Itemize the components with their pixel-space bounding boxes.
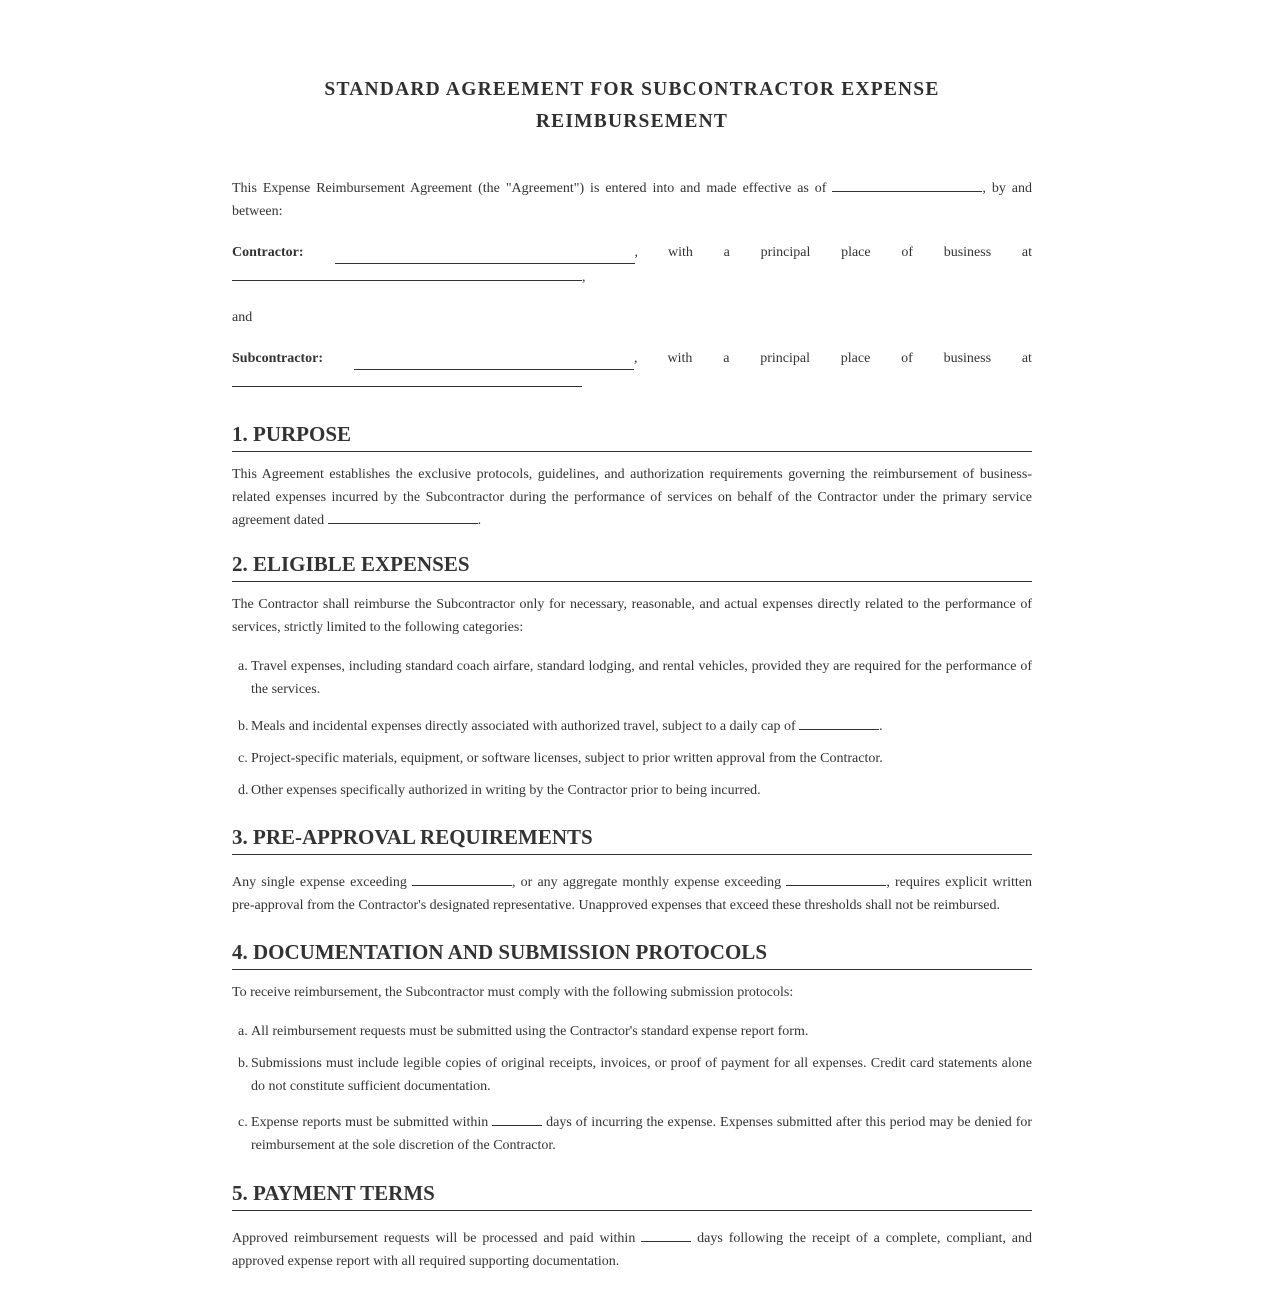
contractor-address-row xyxy=(232,266,1032,289)
service-agreement-date-blank[interactable] xyxy=(328,510,478,524)
pre-approval-paragraph xyxy=(232,871,1032,917)
word: principal xyxy=(760,245,811,260)
eligible-expenses-paragraph: The Contractor shall reimburse the Subcontractor only for necessary, reasonable, and actual expenses directly related to the performance of services, strictly limited to the following categories: xyxy=(232,597,1032,635)
effective-date-blank[interactable] xyxy=(832,178,982,192)
list-item-text: Project-specific materials, equipment, or software licenses, subject to prior written approval from the Contractor. xyxy=(251,751,883,766)
list-marker: c. xyxy=(238,751,248,766)
title-line-2: REIMBURSEMENT xyxy=(535,111,729,132)
agreement-document xyxy=(232,74,1032,1273)
pre-approval-text: , requires explicit written pre-approval from the Contractor's designated representative. Unapproved expenses that exceed these thresholds shall not be reimbursed. xyxy=(232,875,1033,913)
subcontractor-label: Subcontractor: xyxy=(232,351,323,366)
subcontractor-address-row xyxy=(232,372,1032,395)
list-item xyxy=(232,1020,1032,1043)
payment-days-blank[interactable] xyxy=(641,1228,691,1242)
purpose-paragraph xyxy=(232,463,1032,532)
list-item-text: days of incurring the expense. Expenses submitted after this period may be denied for reimbursement at the sole discretion of the Contractor. xyxy=(251,1115,1033,1153)
purpose-text: This Agreement establishes the exclusive protocols, guidelines, and authorization requirements governing the reimbursement of business-related expenses incurred by the Subcontractor during the performance of services on behalf of the Contractor under the primary service agreement dated xyxy=(232,467,1032,528)
contractor-name-blank[interactable] xyxy=(335,250,635,264)
subcontractor-name-blank[interactable] xyxy=(354,356,634,370)
list-item xyxy=(232,715,1032,738)
word: a xyxy=(723,245,730,260)
comma: , xyxy=(582,270,586,285)
subcontractor-row xyxy=(232,347,1032,370)
word: business xyxy=(943,351,992,366)
comma: , xyxy=(634,351,638,366)
word: a xyxy=(723,351,730,366)
section-4-heading: 4. DOCUMENTATION AND SUBMISSION PROTOCOLS xyxy=(232,941,1032,970)
list-item-text: Meals and incidental expenses directly associated with authorized travel, subject to a daily cap of xyxy=(251,719,796,734)
list-item xyxy=(232,1111,1032,1157)
section-3-heading: 3. PRE-APPROVAL REQUIREMENTS xyxy=(232,826,1032,855)
daily-cap-blank[interactable] xyxy=(799,716,879,730)
contractor-address-blank[interactable] xyxy=(232,266,582,281)
list-marker: a. xyxy=(238,1024,248,1039)
subcontractor-address-blank[interactable] xyxy=(232,372,582,387)
list-item xyxy=(232,779,1032,802)
period: . xyxy=(879,719,883,734)
word: place xyxy=(840,351,871,366)
eligible-expenses-list xyxy=(232,655,1032,802)
list-item-text: Other expenses specifically authorized in writing by the Contractor prior to being incurred. xyxy=(251,783,761,798)
list-item xyxy=(232,1052,1032,1098)
intro-text: This Expense Reimbursement Agreement (the "Agreement") is entered into and made effective as of xyxy=(232,181,827,196)
subcontractor-address-words xyxy=(668,347,1033,370)
section-1-heading: 1. PURPOSE xyxy=(232,423,1032,452)
list-marker: c. xyxy=(238,1115,248,1130)
contractor-row xyxy=(232,241,1032,264)
payment-terms-text: Approved reimbursement requests will be processed and paid within xyxy=(232,1231,636,1246)
section-2-heading: 2. ELIGIBLE EXPENSES xyxy=(232,553,1032,582)
document-title xyxy=(232,74,1032,138)
pre-approval-text: Any single expense exceeding xyxy=(232,875,407,890)
single-expense-threshold-blank[interactable] xyxy=(412,872,512,886)
word: of xyxy=(901,245,913,260)
submission-days-blank[interactable] xyxy=(492,1112,542,1126)
word: at xyxy=(1021,351,1032,366)
contractor-address-words xyxy=(668,241,1032,264)
word: of xyxy=(901,351,913,366)
word: business xyxy=(943,245,992,260)
intro-paragraph xyxy=(232,177,1032,223)
word: principal xyxy=(760,351,810,366)
payment-terms-paragraph xyxy=(232,1227,1032,1273)
list-item xyxy=(232,655,1032,701)
period: . xyxy=(477,513,482,528)
submission-intro-paragraph: To receive reimbursement, the Subcontractor must comply with the following submission protocols: xyxy=(232,985,794,1000)
list-marker: a. xyxy=(238,659,248,674)
list-item-text: All reimbursement requests must be submitted using the Contractor's standard expense report form. xyxy=(251,1024,809,1039)
and-text: and xyxy=(232,310,253,325)
section-5-heading: 5. PAYMENT TERMS xyxy=(232,1182,1032,1211)
contractor-label: Contractor: xyxy=(232,245,304,260)
list-marker: d. xyxy=(238,783,249,798)
pre-approval-text: , or any aggregate monthly expense exceeding xyxy=(512,875,782,890)
payment-terms-text: days following the receipt of a complete, compliant, and approved expense report with all required supporting documentation. xyxy=(232,1231,1033,1269)
word: with xyxy=(668,245,693,260)
intro-text-end: , by and between: xyxy=(232,181,1033,219)
list-marker: b. xyxy=(238,719,249,734)
list-item xyxy=(232,747,1032,770)
word: at xyxy=(1021,245,1032,260)
list-item-text: Expense reports must be submitted within xyxy=(251,1115,489,1130)
list-marker: b. xyxy=(238,1056,249,1071)
monthly-expense-threshold-blank[interactable] xyxy=(786,872,886,886)
word: with xyxy=(667,351,693,366)
submission-protocols-list xyxy=(232,1020,1032,1157)
title-line-1: STANDARD AGREEMENT FOR SUBCONTRACTOR EXPENSE xyxy=(324,79,940,100)
list-item-text: Submissions must include legible copies of original receipts, invoices, or proof of payment for all expenses. Credit card statements alone do not constitute sufficient documentation. xyxy=(251,1056,1032,1094)
word: place xyxy=(841,245,871,260)
list-item-text: Travel expenses, including standard coach airfare, standard lodging, and rental vehicles, provided they are required for the performance of the services. xyxy=(251,659,1032,697)
comma: , xyxy=(634,245,639,260)
